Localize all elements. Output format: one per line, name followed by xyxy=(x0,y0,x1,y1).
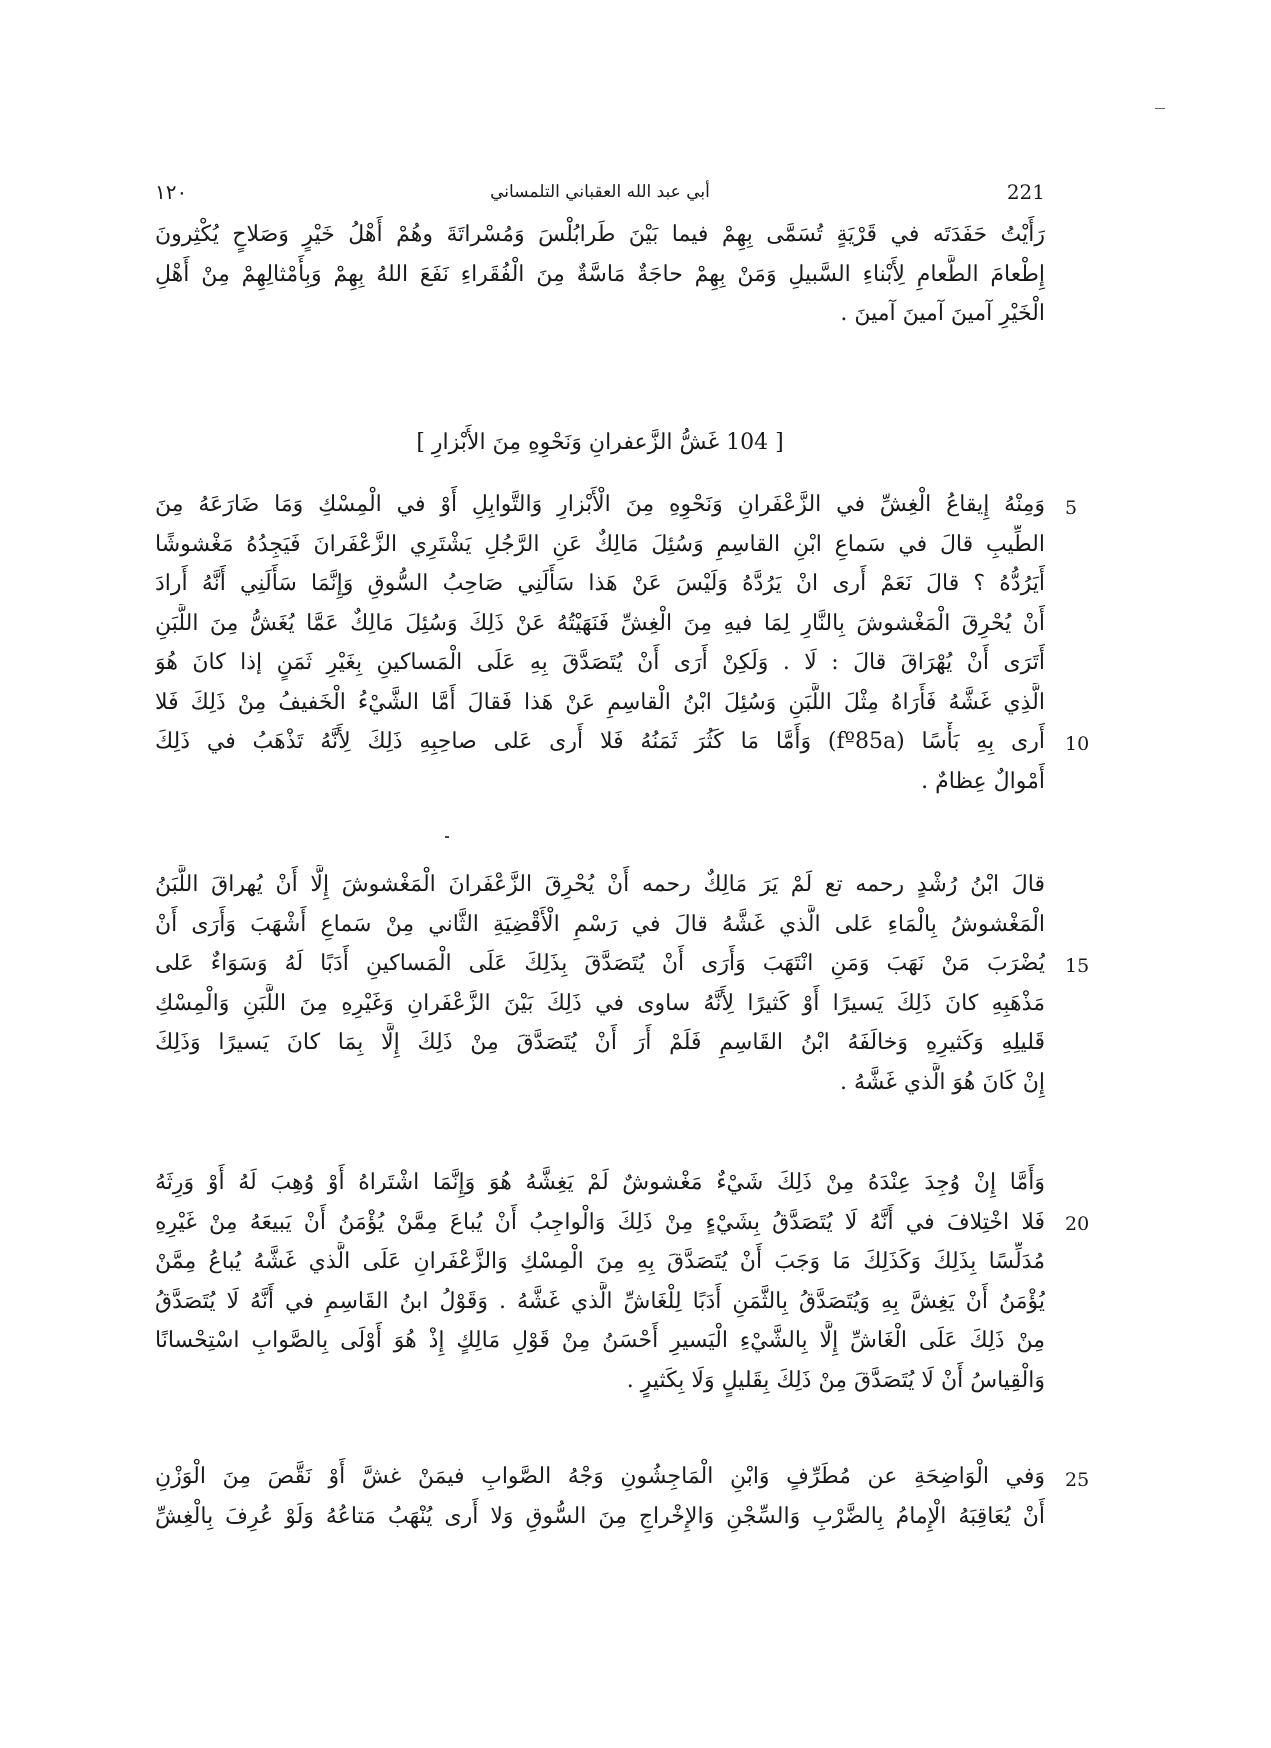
text-line: أَرى بِهِ بَأْسًا (fº85a) وَأَمَّا مَا كَثُرَ ثَمَنُهُ فَلا أَرى عَلى صاحِبِهِ ذَلِكَ لِأَنَّهُ تَذْهَبُ في ذَلِكَ xyxy=(155,729,1045,754)
text-line: أَنْ يُعَاقِبَهُ الْإِمامُ بِالضَّرْبِ وَالسِّجْنِ وَالإِخْراجِ مِنَ السُّوقِ وَلا أَرى يُنْهَبُ مَتاعُهُ وَلَوْ عُرِفَ بِالْغِشِّ xyxy=(155,1503,1045,1529)
paragraph-1 xyxy=(155,485,1045,801)
text-line: إِنْ كَانَ هُوَ الَّذي غَشَّهُ . xyxy=(839,1069,1045,1095)
text-line: أَمْوالٌ عِظامٌ . xyxy=(921,768,1045,794)
text-line: يُؤْمَنُ أَنْ يَغِشَّ بِهِ وَيُتَصَدَّقُ بِالثَّمَنِ أَدَبًا لِلْغَاشِّ الَّذي غَشَّهُ . وَقَوْلُ ابنُ القَاسِمِ في أَنَّهُ لَا يُتَصَدَّقُ xyxy=(155,1288,1045,1314)
text-line: يُضْرَبَ مَنْ نَهَبَ وَمَنِ انْتَهَبَ وَأَرَى أَنْ يُتَصَدَّقَ بِذَلِكَ عَلَى الْمَساكينِ أَدَبًا لَهُ وَسَوَاءٌ عَلى xyxy=(155,951,1045,976)
text-line: وَفي الْوَاضِحَةِ عن مُطَرِّفٍ وَابْنِ الْمَاجِشُونِ وَجْهُ الصَّوابِ فيمَنْ غشَّ أَوْ نَقَّصَ مِنَ الْوَزْنِ xyxy=(155,1464,1045,1489)
text-line: مِنْ ذَلِكَ عَلَى الْغَاشِّ إِلَّا بِالشَّيْءِ الْيَسيرِ أَحْسَنُ مِنْ قَوْلِ مَالِكٍ إِذْ هُوَ أَوْلَى بِالصَّوابِ اسْتِحْسانًا xyxy=(155,1328,1045,1353)
text-line: الطِّيبِ قالَ في سَماعِ ابْنِ القاسِمِ وَسُئِلَ مَالِكٌ عَنِ الرَّجُلِ يَشْتَرِي الزَّعْفَرانَ فَيَجِدُهُ مَغْشوشًا xyxy=(155,531,1045,557)
section-title: [ 104 غَشُّ الزَّعفرانِ وَنَحْوِهِ مِنَ الأَبْزارِ ] xyxy=(416,430,784,455)
line-number-5: 5 xyxy=(1065,497,1078,519)
text-line: رَأَيْتُ حَفَدَتَه في قَرْيَةٍ تُسَمَّى بِهِمْ فيما بَيْنَ طَرابُلْسَ وَمُسْراتَةَ وهُمْ أَهْلُ خَيْرٍ وَصَلاحٍ يُكْثِرونَ xyxy=(155,222,1045,247)
text-line: وَأَمَّا إِنْ وُجِدَ عِنْدَهُ مِنْ ذَلِكَ شَيْءٌ مَغْشوشٌ لَمْ يَغِشَّهُ هُوَ وَإِنَّمَا اشْتَراهُ أَوْ وُهِبَ لَهُ أَوْ وَرِثَهُ xyxy=(155,1170,1045,1195)
text-line: قالَ ابْنُ رُشْدٍ رحمه تع لَمْ يَرَ مَالِكٌ رحمه أَنْ يُحْرِقَ الزَّعْفَرانَ الْمَغْشوشَ إِلَّا أَنْ يُهراقَ اللَّبَنُ xyxy=(155,872,1045,897)
paragraph-4 xyxy=(155,1457,1045,1536)
running-title: أبي عبد الله العقباني التلمساني xyxy=(490,182,710,202)
paragraph-3 xyxy=(155,1163,1045,1400)
line-number-25: 25 xyxy=(1065,1469,1090,1491)
paragraph-2 xyxy=(155,865,1045,1102)
page-number: 221 xyxy=(1006,180,1045,204)
ink-mark xyxy=(445,836,449,838)
text-line: الَّذِي غَشَّهُ فَأَرَاهُ مِثْلَ اللَّبَنِ وَسُئِلَ ابْنُ الْقاسِمِ عَنْ هَذا فَقالَ أَمَّا الشَّيْءُ الْخَفيفُ مِنْ ذَلِكَ فَلا xyxy=(155,689,1045,715)
intro-paragraph xyxy=(155,215,1045,334)
text-line: أَتَرَى أَنْ يُهْرَاقَ قالَ : لَا . وَلَكِنْ أَرَى أَنْ يُتَصَدَّقَ بِهِ عَلَى الْمَساكينِ بِغَيْرِ ثَمَنٍ إذا كانَ هُوَ xyxy=(155,650,1045,675)
text-line: فَلا اخْتِلافَ في أَنَّهُ لَا يُتَصَدَّقُ بِشَيْءٍ مِنْ ذَلِكَ وَالْواجِبُ أَنْ يُباعَ مِمَّنْ يُؤْمَنُ أَنْ يَبيعَهُ مِنْ غَيْرِهِ xyxy=(155,1209,1045,1235)
text-line: مُدَلِّسًا بِذَلِكَ وَكَذَلِكَ مَا وَجَبَ أَنْ يُتَصَدَّقَ بِهِ مِنَ الْمِسْكِ وَالزَّعْفَرانِ عَلَى الَّذي غَشَّهُ يُباعُ مِمَّنْ xyxy=(155,1249,1045,1274)
text-line: قَليلِهِ وَكَثيرِهِ وَخالَفَهُ ابْنُ القَاسِمِ فَلَمْ أَرَ أَنْ يُتَصَدَّقَ مِنْ ذَلِكَ إِلَّا بِمَا كانَ يَسيرًا وَذَلِكَ xyxy=(155,1030,1045,1055)
text-line: إِطْعامَ الطَّعامِ لِأَبْناءِ السَّبيلِ وَمَنْ بِهِمْ حاجَةٌ مَاسَّةٌ مِنَ الْفُقَراءِ نَفَعَ اللهُ بِهِمْ وَبِأَمْثالِهِمْ مِنْ أَهْلِ xyxy=(155,261,1045,287)
page-header xyxy=(155,180,1045,210)
text-line: الْخَيْرِ آمينَ آمينَ آمينَ . xyxy=(840,301,1045,326)
scan-mark xyxy=(1155,108,1165,109)
text-line: وَمِنْهُ إِيقاعُ الْغِشِّ في الزَّعْفَرانِ وَنَحْوِهِ مِنَ الْأَبْزارِ وَالتَّوابِلِ أَوْ في الْمِسْكِ وَمَا ضَارَعَهُ مِنَ xyxy=(155,492,1045,517)
text-line: أَيَرُدُّهُ ؟ قالَ نَعَمْ أَرى انْ يَرُدَّهُ وَلَيْسَ عَنْ هَذا سَأَلَنِي صَاحِبُ السُّوقِ وَإِنَّمَا سَأَلَنِي أَنَّهُ أَرادَ xyxy=(155,571,1045,596)
text-line: مَذْهَبِهِ كانَ ذَلِكَ يَسيرًا أَوْ كَثيرًا لِأَنَّهُ ساوى في ذَلِكَ بَيْنَ الزَّعْفَرانِ وَغَيْرِهِ مِنَ اللَّبَنِ وَالْمِسْكِ xyxy=(155,990,1045,1016)
page-number-arabic: ١٢٠ xyxy=(155,180,188,204)
text-line: أَنْ يُحْرِقَ الْمَغْشوشَ بِالنَّارِ لِمَا فيهِ مِنَ الْغِشِّ فَنَهَيْتُهُ عَنْ ذَلِكَ وَسُئِلَ مَالِكٌ عَمَّا يُغَشُّ مِنَ اللَّبَنِ xyxy=(155,610,1045,636)
line-number-15: 15 xyxy=(1065,955,1090,977)
line-number-20: 20 xyxy=(1065,1213,1090,1235)
text-line: الْمَغْشوشُ بِالْمَاءِ عَلى الَّذي غَشَّهُ قالَ في رَسْمِ الْأَقْضِيَةِ الثَّاني مِنْ سَماعِ أَشْهَبَ وَأَرَى أَنْ xyxy=(155,911,1045,937)
line-number-10: 10 xyxy=(1065,733,1090,755)
text-line: وَالْقِياسُ أَنْ لَا يُتَصَدَّقَ مِنْ ذَلِكَ بِقَليلٍ وَلَا بِكَثيرٍ . xyxy=(626,1367,1045,1393)
